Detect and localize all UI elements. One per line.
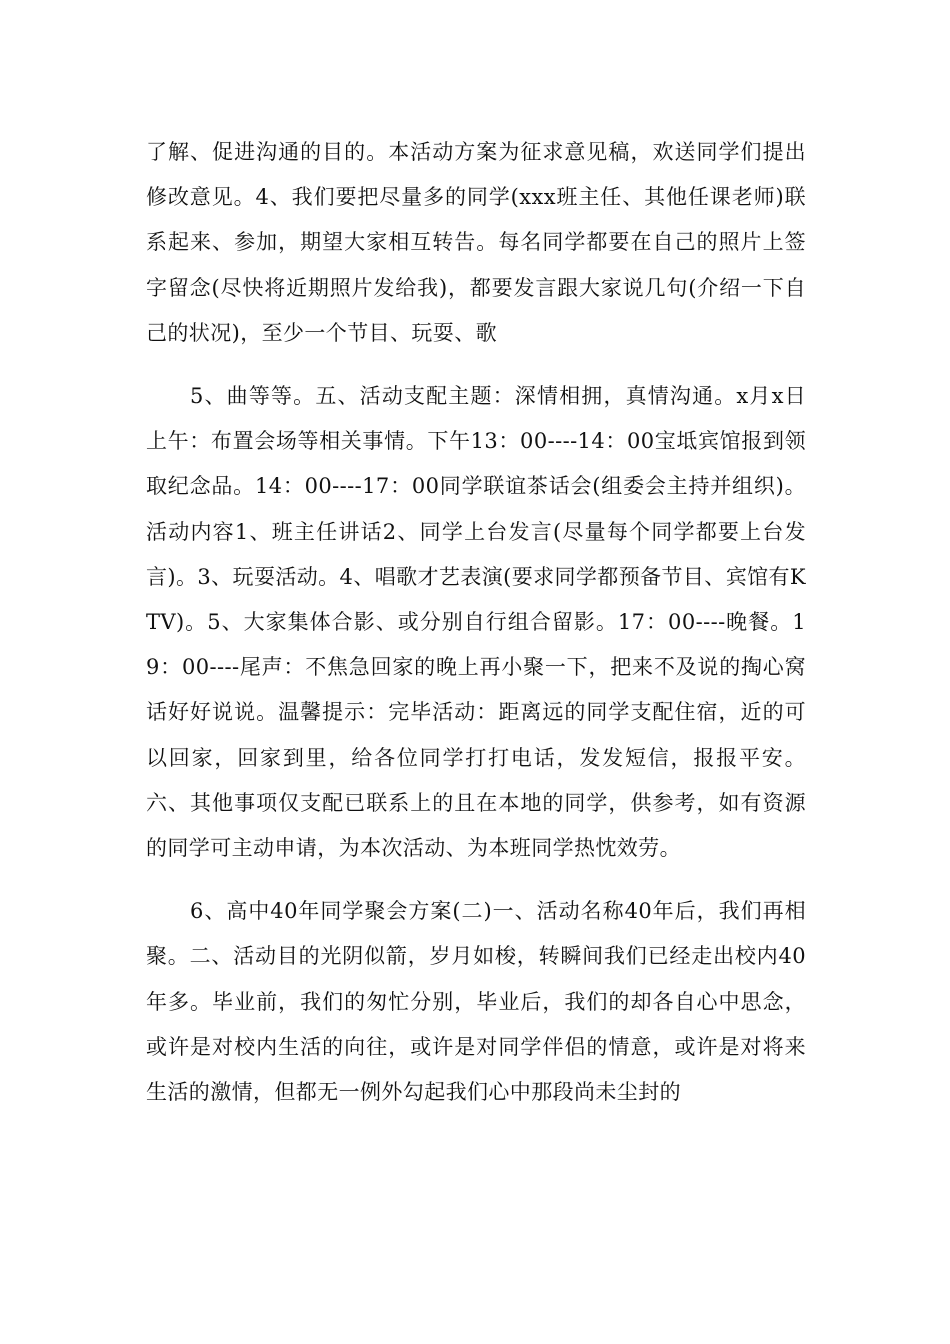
paragraph-1: 了解、促进沟通的目的。本活动方案为征求意见稿，欢送同学们提出修改意见。4、我们要把尽量多的同学(xxx班主任、其他任课老师)联系起来、参加，期望大家相互转告。每名同学都要在自己的照片上签字留念(尽快将近期照片发给我)，都要发言跟大家说几句(介绍一下自己的状况)，至少一个节目、玩耍、歌 <box>146 140 806 345</box>
paragraph-spacer <box>146 871 806 889</box>
paragraph-2: 5、曲等等。五、活动支配主题：深情相拥，真情沟通。x月x日上午：布置会场等相关事情。下午13：00----14：00宝坻宾馆报到领取纪念品。14：00----17：00同学联谊茶话会(组委会主持并组织)。活动内容1、班主任讲话2、同学上台发言(尽量每个同学都要上台发言)。3、玩耍活动。4、唱歌才艺表演(要求同学都预备节目、宾馆有KTV)。5、大家集体合影、或分别自行组合留影。17：00----晚餐。19：00----尾声：不焦急回家的晚上再小聚一下，把来不及说的掏心窝话好好说说。温馨提示：完毕活动：距离远的同学支配住宿，近的可以回家，回家到里，给各位同学打打电话，发发短信，报报平安。六、其他事项仅支配已联系上的且在本地的同学，供参考，如有资源的同学可主动申请，为本次活动、为本班同学热忱效劳。 <box>146 384 806 861</box>
document-body <box>146 130 806 1115</box>
paragraph-spacer <box>146 356 806 374</box>
paragraph-3: 6、高中40年同学聚会方案(二)一、活动名称40年后，我们再相聚。二、活动目的光阴似箭，岁月如梭，转瞬间我们已经走出校内40年多。毕业前，我们的匆忙分别，毕业后，我们的却各自心中思念，或许是对校内生活的向往，或许是对同学伴侣的情意，或许是对将来生活的激情，但都无一例外勾起我们心中那段尚未尘封的 <box>146 899 806 1105</box>
